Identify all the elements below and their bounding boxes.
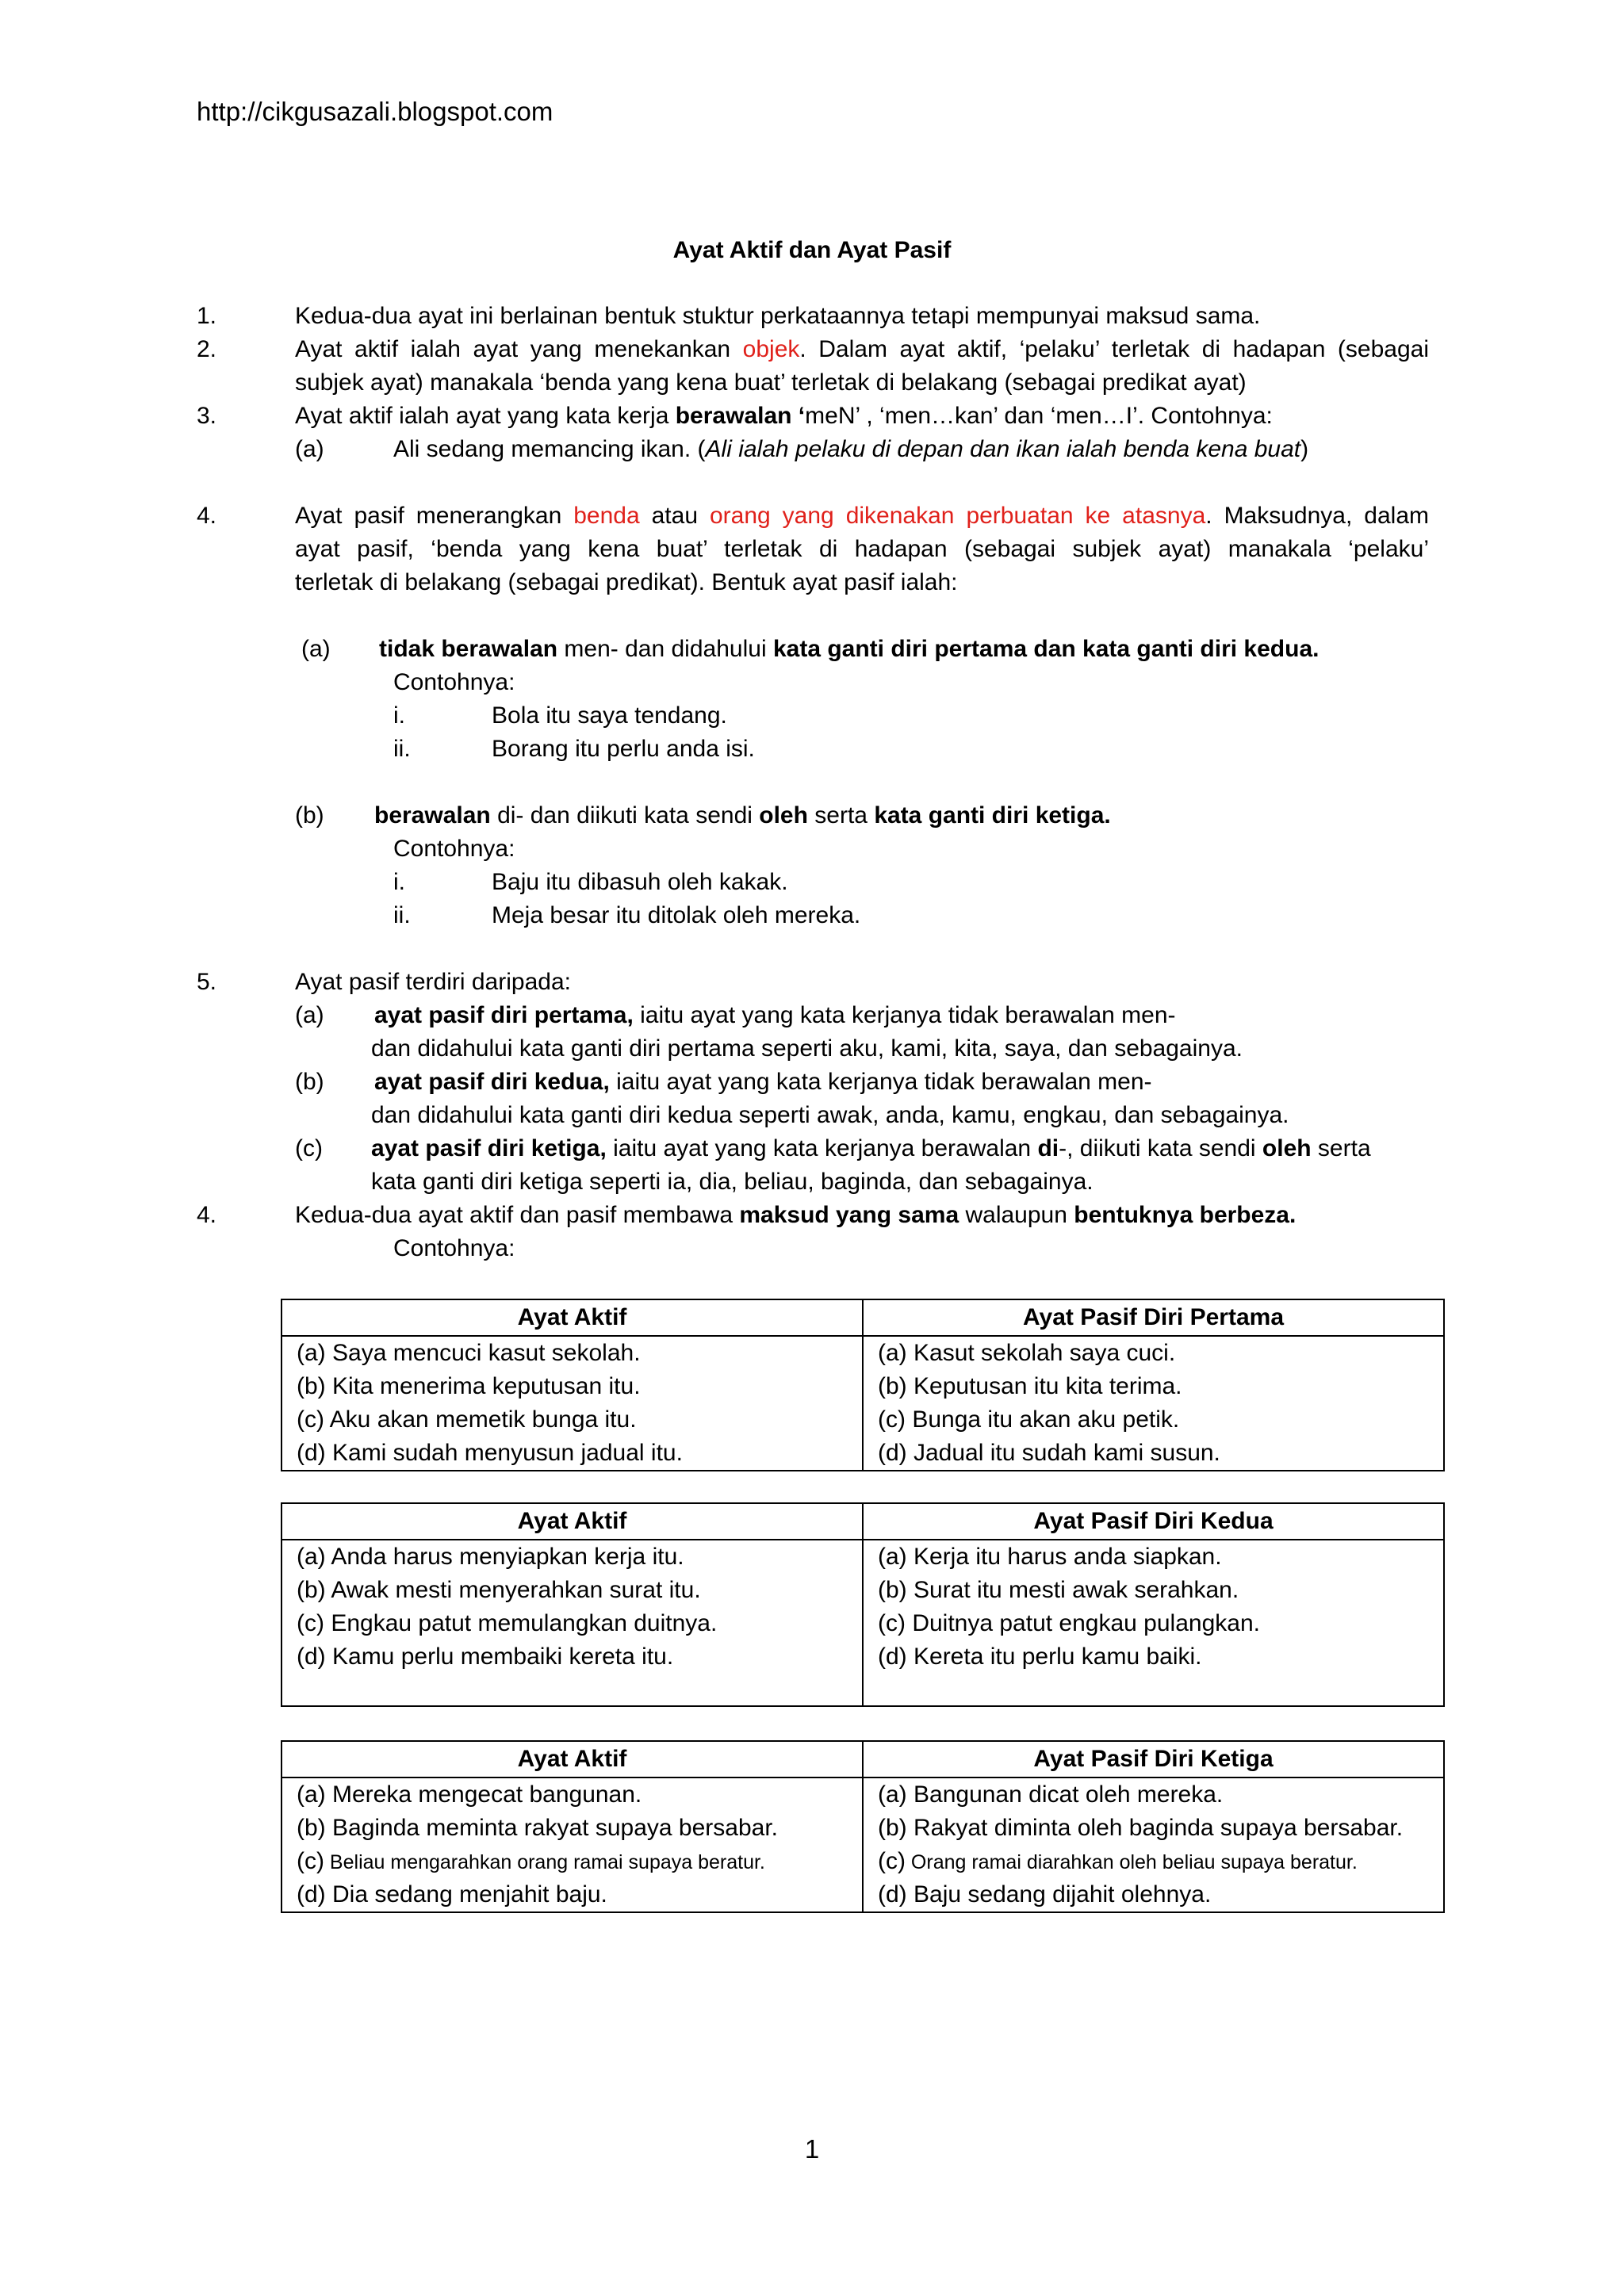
table-cell-line: (d) Baju sedang dijahit olehnya. <box>878 1881 1212 1908</box>
sub-a-ii-label: ii. <box>393 736 411 762</box>
table-cell-right <box>863 1777 1444 1912</box>
item-number-2: 2. <box>197 336 217 362</box>
table-pasif-diri-ketiga <box>281 1740 1445 1913</box>
header-url: http://cikgusazali.blogspot.com <box>197 97 553 126</box>
table-cell-line: (b) Surat itu mesti awak serahkan. <box>878 1577 1239 1603</box>
item-number-6: 4. <box>197 1202 217 1228</box>
sub-a-contoh: Contohnya: <box>393 669 515 695</box>
table-cell-left <box>282 1777 863 1912</box>
highlight-objek: objek <box>742 336 800 362</box>
item-6-contoh: Contohnya: <box>393 1235 515 1261</box>
p5a-label: (a) <box>295 1002 324 1028</box>
item-3-sub-label: (a) <box>295 436 324 462</box>
p5b-text-line2: dan didahului kata ganti diri kedua seperti awak, anda, kamu, engkau, dan sebagainya. <box>371 1102 1289 1128</box>
table-cell-line: (a) Mereka mengecat bangunan. <box>297 1781 642 1808</box>
table-header-right: Ayat Pasif Diri Ketiga <box>863 1741 1444 1777</box>
item-text-5: Ayat pasif terdiri daripada: <box>295 969 571 995</box>
sub-b-text: berawalan di- dan diikuti kata sendi oleh serta kata ganti diri ketiga. <box>374 802 1111 828</box>
sub-a-label: (a) <box>301 636 331 662</box>
item-number-1: 1. <box>197 303 217 329</box>
table-cell-line: (b) Awak mesti menyerahkan surat itu. <box>297 1577 701 1603</box>
table-cell-line: (c) Beliau mengarahkan orang ramai supaya beratur. <box>297 1848 765 1874</box>
sub-a-text: tidak berawalan men- dan didahului kata ganti diri pertama dan kata ganti diri kedua. <box>379 636 1320 662</box>
item-text-4-line1: Ayat pasif menerangkan benda atau orang yang dikenakan perbuatan ke atasnya. Maksudnya, dalam <box>295 503 1429 529</box>
table-cell-line: (a) Kerja itu harus anda siapkan. <box>878 1544 1222 1570</box>
table-cell-line: (b) Kita menerima keputusan itu. <box>297 1373 641 1399</box>
table-cell-left <box>282 1540 863 1706</box>
table-header-left: Ayat Aktif <box>282 1503 863 1540</box>
table-cell-line: (b) Keputusan itu kita terima. <box>878 1373 1182 1399</box>
table-cell-line: (b) Baginda meminta rakyat supaya bersabar. <box>297 1815 778 1841</box>
sub-b-i-label: i. <box>393 869 405 895</box>
item-text-2-line1: Ayat aktif ialah ayat yang menekankan objek. Dalam ayat aktif, ‘pelaku’ terletak di hadapan (sebagai <box>295 336 1429 362</box>
table-header-left: Ayat Aktif <box>282 1741 863 1777</box>
table-cell-line: (d) Kamu perlu membaiki kereta itu. <box>297 1644 674 1670</box>
table-cell-line: (d) Kami sudah menyusun jadual itu. <box>297 1440 683 1466</box>
table-cell-line: (d) Dia sedang menjahit baju. <box>297 1881 607 1908</box>
table-cell-left <box>282 1336 863 1471</box>
table-cell-right <box>863 1336 1444 1471</box>
item-text-4-line3: terletak di belakang (sebagai predikat). Bentuk ayat pasif ialah: <box>295 569 958 595</box>
table-cell-right <box>863 1540 1444 1706</box>
page-title: Ayat Aktif dan Ayat Pasif <box>672 237 952 263</box>
sub-a-i-text: Bola itu saya tendang. <box>492 702 727 729</box>
table-header-left: Ayat Aktif <box>282 1299 863 1336</box>
sub-b-contoh: Contohnya: <box>393 836 515 862</box>
p5a-text-line2: dan didahului kata ganti diri pertama seperti aku, kami, kita, saya, dan sebagainya. <box>371 1035 1243 1062</box>
table-cell-line: (a) Bangunan dicat oleh mereka. <box>878 1781 1224 1808</box>
table-cell-line: (c) Bunga itu akan aku petik. <box>878 1406 1180 1433</box>
table-cell-line: (a) Kasut sekolah saya cuci. <box>878 1340 1176 1366</box>
item-number-3: 3. <box>197 403 217 429</box>
table-pasif-diri-kedua <box>281 1502 1445 1707</box>
sub-a-ii-text: Borang itu perlu anda isi. <box>492 736 755 762</box>
table-cell-line: (d) Kereta itu perlu kamu baiki. <box>878 1644 1202 1670</box>
table-pasif-diri-pertama <box>281 1299 1445 1471</box>
sub-b-i-text: Baju itu dibasuh oleh kakak. <box>492 869 788 895</box>
page-number: 1 <box>804 2134 820 2164</box>
table-cell-line: (c) Aku akan memetik bunga itu. <box>297 1406 637 1433</box>
item-text-4-line2: ayat pasif, ‘benda yang kena buat’ terletak di hadapan (sebagai subjek ayat) manakala ‘pelaku’ <box>295 536 1429 562</box>
item-number-5: 5. <box>197 969 217 995</box>
sub-a-i-label: i. <box>393 702 405 729</box>
item-3-sub-text: Ali sedang memancing ikan. (Ali ialah pelaku di depan dan ikan ialah benda kena buat) <box>393 436 1309 462</box>
p5c-label: (c) <box>295 1135 323 1161</box>
table-cell-line: (d) Jadual itu sudah kami susun. <box>878 1440 1220 1466</box>
item-number-4: 4. <box>197 503 217 529</box>
p5a-text: ayat pasif diri pertama, iaitu ayat yang kata kerjanya tidak berawalan men- <box>374 1002 1176 1028</box>
table-cell-line: (c) Engkau patut memulangkan duitnya. <box>297 1610 718 1636</box>
p5c-text: ayat pasif diri ketiga, iaitu ayat yang kata kerjanya berawalan di-, diikuti kata sendi oleh serta <box>371 1135 1371 1161</box>
p5b-text: ayat pasif diri kedua, iaitu ayat yang kata kerjanya tidak berawalan men- <box>374 1069 1152 1095</box>
table-cell-line: (c) Duitnya patut engkau pulangkan. <box>878 1610 1260 1636</box>
table-header-right: Ayat Pasif Diri Pertama <box>863 1299 1444 1336</box>
table-cell-line: (a) Saya mencuci kasut sekolah. <box>297 1340 641 1366</box>
item-text-1: Kedua-dua ayat ini berlainan bentuk stuktur perkataannya tetapi mempunyai maksud sama. <box>295 303 1261 329</box>
table-header-right: Ayat Pasif Diri Kedua <box>863 1503 1444 1540</box>
table-cell-line: (a) Anda harus menyiapkan kerja itu. <box>297 1544 684 1570</box>
p5c-text-line2: kata ganti diri ketiga seperti ia, dia, beliau, baginda, dan sebagainya. <box>371 1169 1094 1195</box>
table-cell-line: (c) Orang ramai diarahkan oleh beliau supaya beratur. <box>878 1848 1358 1874</box>
p5b-label: (b) <box>295 1069 324 1095</box>
item-text-6: Kedua-dua ayat aktif dan pasif membawa maksud yang sama walaupun bentuknya berbeza. <box>295 1202 1297 1228</box>
item-text-2-line2: subjek ayat) manakala ‘benda yang kena buat’ terletak di belakang (sebagai predikat ayat) <box>295 369 1247 396</box>
sub-b-ii-label: ii. <box>393 902 411 928</box>
sub-b-label: (b) <box>295 802 324 828</box>
sub-b-ii-text: Meja besar itu ditolak oleh mereka. <box>492 902 861 928</box>
table-cell-line: (b) Rakyat diminta oleh baginda supaya bersabar. <box>878 1815 1404 1841</box>
item-text-3: Ayat aktif ialah ayat yang kata kerja berawalan ‘meN’ , ‘men…kan’ dan ‘men…I’. Contohnya: <box>295 403 1273 429</box>
